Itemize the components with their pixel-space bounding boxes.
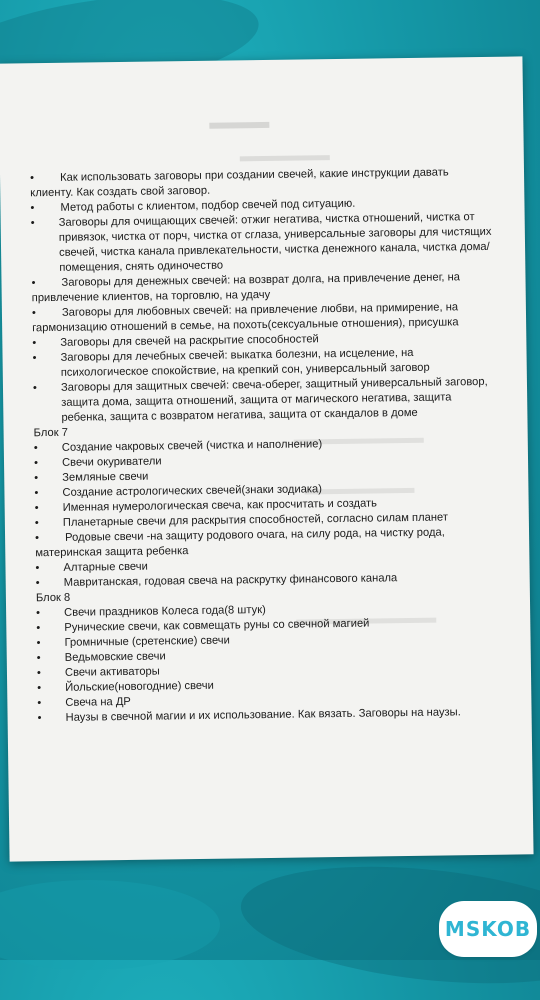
bullet-marker: •	[37, 666, 51, 681]
list-item-text: Алтарные свечи	[63, 561, 147, 574]
fabric-fold	[0, 880, 220, 970]
list-item-text: Заговоры для лечебных свечей: выкатка болезни, на исцеление, на психологическое спокойствие, на крепкий сон, универсальный заговор	[60, 347, 429, 379]
bullet-marker: •	[34, 486, 48, 501]
bullet-marker: •	[32, 336, 46, 351]
list-item-text: Метод работы с клиентом, подбор свечей под ситуацию.	[60, 198, 355, 214]
list-item-text: Заговоры для любовных свечей: на привлечение любви, на примирение, на гармонизацию отношений в семье, на похоть(сексуальные отношения), присушка	[32, 301, 459, 334]
bullet-marker: •	[36, 606, 50, 621]
watermark-logo	[442, 904, 534, 954]
list-item-text: Заговоры для очищающих свечей: отжиг негатива, чистка отношений, чистка от привязок, чистка от порч, чистка от сглаза, универсальные заговоры для чистящих свечей, чистка канала привлекательности, чистка денежного канала, чистка дома/помещения, снять одиночество	[59, 211, 492, 274]
bullet-marker: •	[32, 351, 46, 366]
list-item	[33, 375, 498, 426]
list-item-text: Именная нумерологическая свеча, как просчитать и создать	[63, 497, 377, 513]
list-item-text: Планетарные свечи для раскрытия способностей, согласно силам планет	[63, 511, 448, 528]
list-item-text: Свечи праздников Колеса года(8 штук)	[64, 604, 266, 619]
bullet-marker: •	[34, 441, 48, 456]
bullet-marker: •	[34, 471, 48, 486]
list-item-text: Свеча на ДР	[65, 696, 131, 709]
bullet-marker: •	[36, 621, 50, 636]
block-heading: Блок 8	[36, 585, 500, 606]
bullet-marker: •	[36, 576, 50, 591]
block-heading: Блок 7	[34, 420, 498, 441]
bullet-marker: •	[37, 711, 51, 726]
list-item-text: Создание чакровых свечей (чистка и наполнение)	[62, 438, 323, 454]
bullet-marker: •	[34, 456, 48, 471]
bullet-marker: •	[37, 696, 51, 711]
list-item-text: Свечи активаторы	[65, 666, 160, 679]
list-item-text: Создание астрологических свечей(знаки зодиака)	[62, 483, 322, 499]
list-item	[31, 210, 496, 276]
list-item-text: Родовые свечи -на защиту родового очага, на силу рода, на чистку рода, материнская защита ребенка	[35, 527, 445, 560]
list-item-text: Йольские(новогодние) свечи	[65, 680, 214, 694]
list-item-text: Земляные свечи	[62, 471, 148, 484]
bullet-marker: •	[37, 681, 51, 696]
bullet-marker: •	[35, 516, 49, 531]
list-item-text: Заговоры для свечей на раскрытие способностей	[60, 333, 319, 349]
document-body	[30, 165, 502, 726]
bullet-marker: •	[37, 651, 51, 666]
show-through-text	[240, 155, 330, 161]
list-item-text: Мавританская, годовая свеча на раскрутку финансового канала	[64, 572, 398, 589]
bullet-marker: •	[31, 216, 45, 231]
bullet-marker: •	[33, 381, 47, 396]
list-item-text: Как использовать заговоры при создании свечей, какие инструкции давать клиенту. Как создать свой заговор.	[30, 166, 449, 199]
watermark-text: MSKOB	[445, 917, 531, 941]
list-item-text: Заговоры для защитных свечей: свеча-оберег, защитный универсальный заговор, защита дома, защита отношений, защита от магического негатива, защита ребенка, защита с возвратом негатива, защита от скандалов в доме	[61, 376, 488, 424]
bullet-marker: •	[36, 636, 50, 651]
list-item-text: Ведьмовские свечи	[65, 650, 166, 663]
list-item-text: Громничные (сретенские) свечи	[64, 635, 229, 649]
bullet-marker: •	[35, 501, 49, 516]
list-item-text: Заговоры для денежных свечей: на возврат долга, на привлечение денег, на привлечение клиентов, на торговлю, на удачу	[32, 271, 460, 304]
list-item-text: Рунические свечи, как совмещать руны со свечной магией	[64, 618, 369, 634]
list-item-text: Свечи окуриватели	[62, 455, 162, 468]
paper-sheet	[0, 56, 534, 861]
show-through-text	[209, 122, 269, 129]
list-item-text: Наузы в свечной магии и их использование. Как вязать. Заговоры на наузы.	[66, 706, 461, 724]
bullet-marker: •	[35, 561, 49, 576]
